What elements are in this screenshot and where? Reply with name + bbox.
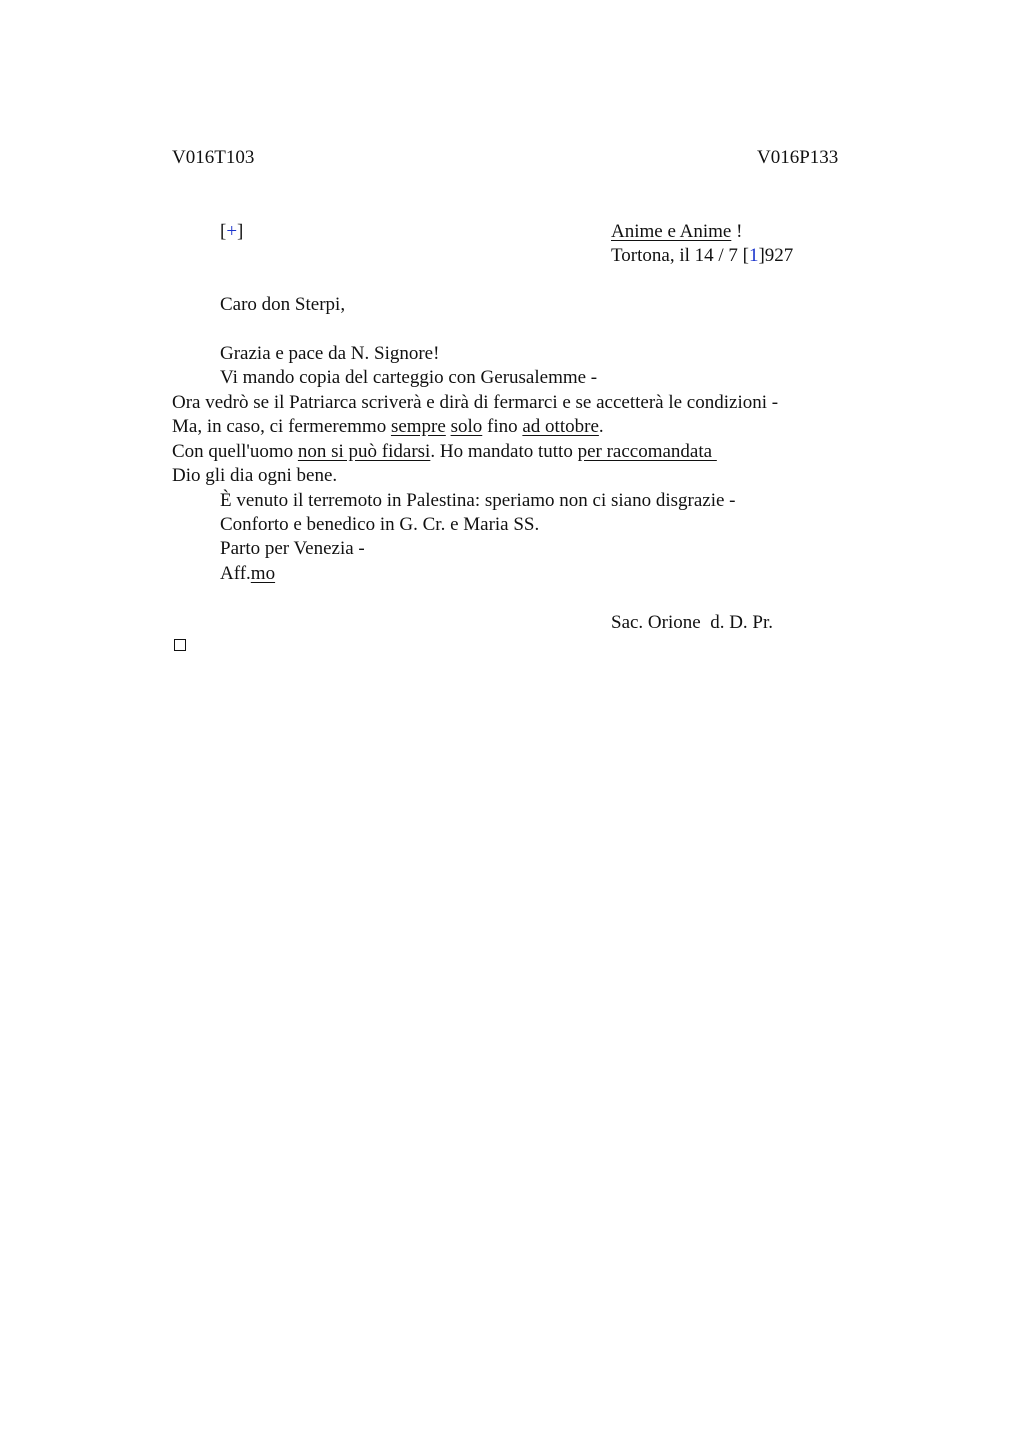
text-span: Ma, in caso, ci fermeremmo [172,416,391,437]
body-line-2: Ora vedrò se il Patriarca scriverà e dirà di fermarci e se accetterà le condizioni - [172,392,779,413]
motto-suffix: ! [731,221,743,242]
expand-link[interactable]: + [226,221,238,242]
footnote-link[interactable]: 1 [748,245,759,266]
closing-prefix: Aff. [220,563,251,584]
text-span: fino [482,416,523,437]
bracket-close: ] [237,221,244,242]
signature: Sac. Orione d. D. Pr. [611,612,774,633]
body-line-4 [172,440,717,464]
page-code-right: V016P133 [757,147,839,168]
underlined-text: sempre [390,416,446,437]
body-line-8: Parto per Venezia - [220,538,365,559]
greeting: Grazia e pace da N. Signore! [220,343,440,364]
motto [611,220,742,244]
underlined-text: non si può fidarsi [297,441,431,462]
underlined-text: per raccomandata [577,441,717,462]
date-suffix: ]927 [758,245,794,266]
text-span: Con quell'uomo [172,441,298,462]
body-line-7: Conforto e benedico in G. Cr. e Maria SS. [220,514,540,535]
body-line-3 [172,415,604,439]
body-line-5: Dio gli dia ogni bene. [172,465,338,486]
body-line-1: Vi mando copia del carteggio con Gerusalemme - [220,367,598,388]
salutation: Caro don Sterpi, [220,294,346,315]
motto-underlined: Anime e Anime [611,221,732,242]
body-line-6: È venuto il terremoto in Palestina: speriamo non ci siano disgrazie - [220,490,736,511]
closing-underlined: mo [250,563,276,584]
document-code-left: V016T103 [172,147,255,168]
bracket-open: [ [220,221,227,242]
underlined-text: solo [450,416,483,437]
date-prefix: Tortona, il 14 / 7 [ [611,245,749,266]
date-line [611,244,793,268]
end-square-icon [174,639,186,651]
expand-marker [220,220,243,244]
underlined-text: ad ottobre [522,416,599,437]
text-span: . [598,416,604,437]
text-span: . Ho mandato tutto [430,441,578,462]
closing [220,562,275,586]
